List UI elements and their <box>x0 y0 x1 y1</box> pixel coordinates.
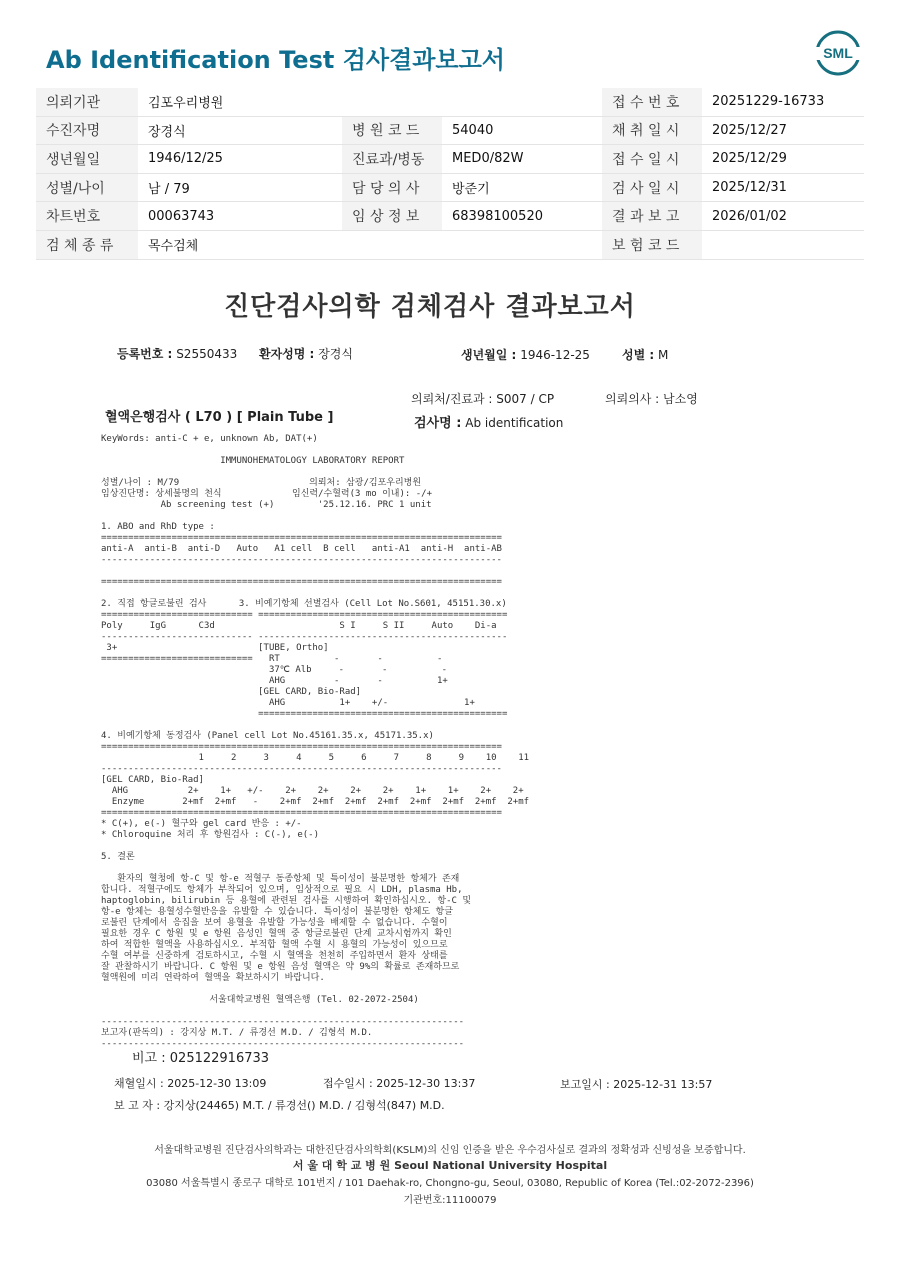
info-label: 의뢰기관 <box>36 88 138 116</box>
referring-doctor: 의뢰의사 : 남소영 <box>605 392 698 406</box>
info-row <box>36 202 864 231</box>
info-value: 2025/12/31 <box>702 173 864 202</box>
info-value: MED0/82W <box>442 145 602 174</box>
reporters: 보 고 자 : 강지상(24465) M.T. / 류경선() M.D. / 김형석(847) M.D. <box>114 1099 445 1112</box>
footer-certification: 서울대학교병원 진단검사의학과는 대한진단검사의학회(KSLM)의 신임 인증을 받은 우수검사실로 결과의 정확성과 신빙성을 보증합니다. <box>154 1145 746 1156</box>
collection-time: 채혈일시 : 2025-12-30 13:09 <box>114 1077 267 1090</box>
info-label: 담 당 의 사 <box>342 173 442 202</box>
info-row <box>36 88 864 116</box>
department: 의뢰처/진료과 : S007 / CP <box>411 392 555 406</box>
info-value: 김포우리병원 <box>138 88 602 116</box>
registration-number: 등록번호 : S2550433 <box>117 347 238 361</box>
info-label: 보 험 코 드 <box>602 230 702 259</box>
info-label: 성별/나이 <box>36 173 138 202</box>
info-value: 남 / 79 <box>138 173 342 202</box>
info-label: 채 취 일 시 <box>602 116 702 145</box>
info-label: 병 원 코 드 <box>342 116 442 145</box>
info-value: 방준기 <box>442 173 602 202</box>
info-row <box>36 116 864 145</box>
report-time: 보고일시 : 2025-12-31 13:57 <box>560 1078 713 1091</box>
info-value: 목수검체 <box>138 230 602 259</box>
info-row <box>36 173 864 202</box>
info-value: 2025/12/29 <box>702 145 864 174</box>
info-value: 장경식 <box>138 116 342 145</box>
info-value: 2026/01/02 <box>702 202 864 231</box>
sml-logo-icon <box>815 30 861 76</box>
info-value: 1946/12/25 <box>138 145 342 174</box>
info-value: 2025/12/27 <box>702 116 864 145</box>
info-value <box>702 230 864 259</box>
info-label: 접 수 일 시 <box>602 145 702 174</box>
info-label: 검 체 종 류 <box>36 230 138 259</box>
test-group: 혈액은행검사 ( L70 ) [ Plain Tube ] <box>105 410 334 425</box>
sex: 성별 : M <box>622 348 669 362</box>
info-row <box>36 145 864 174</box>
test-name: 검사명 : Ab identification <box>414 416 564 431</box>
report-title: 진단검사의학 검체검사 결과보고서 <box>224 292 636 322</box>
patient-name: 환자성명 : 장경식 <box>259 347 353 361</box>
info-label: 임 상 정 보 <box>342 202 442 231</box>
info-label: 진료과/병동 <box>342 145 442 174</box>
info-value: 00063743 <box>138 202 342 231</box>
info-label: 차트번호 <box>36 202 138 231</box>
footer-institution-code: 기관번호:11100079 <box>403 1195 497 1206</box>
info-label: 검 사 일 시 <box>602 173 702 202</box>
info-label: 생년월일 <box>36 145 138 174</box>
birth-date: 생년월일 : 1946-12-25 <box>461 348 590 362</box>
page-title: Ab Identification Test 검사결과보고서 <box>46 46 505 74</box>
info-value: 68398100520 <box>442 202 602 231</box>
info-value: 20251229-16733 <box>702 88 864 116</box>
receipt-time: 접수일시 : 2025-12-30 13:37 <box>323 1077 476 1090</box>
note: 비고 : 025122916733 <box>132 1051 270 1066</box>
footer-address: 03080 서울특별시 종로구 대학로 101번지 / 101 Daehak-ro, Chongno-gu, Seoul, 03080, Republic of Korea (Tel.:02-2072-2396) <box>146 1178 754 1189</box>
info-label: 접 수 번 호 <box>602 88 702 116</box>
footer-hospital: 서 울 대 학 교 병 원 Seoul National University Hospital <box>292 1159 608 1172</box>
info-label: 수진자명 <box>36 116 138 145</box>
info-value: 54040 <box>442 116 602 145</box>
lab-report-body: KeyWords: anti-C + e, unknown Ab, DAT(+) IMMUNOHEMATOLOGY LABORATORY REPORT 성별/나이 : M/79 의뢰처: 삼광/김포우리병원 임상진단명: 상세불명의 천식 임신력/수혈력(3 mo 이내): -/+ Ab screening test (+) '25.12.16. PRC 1 unit 1. ABO and RhD type : ========================================================================== anti-A anti-B anti-D Auto A1 cell B cell anti-A1 anti-H anti-AB -------------------------------------------------------------------------- ========================================================================== 2. 직접 항글로불린 검사 3. 비예기항체 선별검사 (Cell Lot No.S601, 45151.30.x) ============================ ============================================== Poly IgG C3d S I S II Auto Di-a ---------------------------- ---------------------------------------------- 3+ [TUBE, Ortho] ============================ RT - - - 37℃ Alb - - - AHG - - 1+ [GEL CARD, Bio-Rad] AHG 1+ +/- 1+ ============================================== 4. 비예기항체 동정검사 (Panel cell Lot No.45161.35.x, 45171.35.x) ========================================================================== 1 2 3 4 5 6 7 8 9 10 11 -------------------------------------------------------------------------- [GEL CARD, Bio-Rad] AHG 2+ 1+ +/- 2+ 2+ 2+ 2+ 1+ 1+ 2+ 2+ Enzyme 2+mf 2+mf - 2+mf 2+mf 2+mf 2+mf 2+mf 2+mf 2+mf 2+mf ========================================================================== * C(+), e(-) 혈구와 gel card 반응 : +/- * Chloroquine 처리 후 항원검사 : C(-), e(-) 5. 결론 환자의 혈청에 항-C 및 항-e 적혈구 동종항체 및 특이성이 불분명한 항체가 존재 합니다. 적혈구에도 항체가 부착되어 있으며, 임상적으로 필요 시 LDH, plasma Hb, haptoglobin, bilirubin 등 용혈에 관련된 검사를 시행하여 확인하십시오. 항-C 및 항-e 항체는 용혈성수혈반응을 유발할 수 있습니다. 특이성이 불분명한 항체도 항글 로불린 단계에서 응집을 보여 용혈을 유발할 가능성을 배제할 수 없습니다. 수혈이 필요한 경우 C 항원 및 e 항원 음성인 혈액 중 항글로불린 단계 교차시험까지 확인 하여 적합한 혈액을 사용하십시오. 부적합 혈액 수혈 시 용혈의 가능성이 있으므로 수혈 여부를 신중하게 검토하시고, 수혈 시 혈액을 천천히 주입하면서 환자 상태를 잘 관찰하시기 바랍니다. C 항원 및 e 항원 음성 혈액은 약 9%의 확률로 존재하므로 혈액원에 미리 연락하여 혈액을 확보하시기 바랍니다. 서울대학교병원 혈액은행 (Tel. 02-2072-2504) ------------------------------------------------------------------- 보고자(판독의) : 강지상 M.T. / 류경선 M.D. / 김형석 M.D. ------------------------------------------------------------------- <box>101 434 530 1049</box>
patient-info-table <box>36 88 864 260</box>
svg-text:SML: SML <box>823 45 853 61</box>
info-row <box>36 230 864 259</box>
info-label: 결 과 보 고 <box>602 202 702 231</box>
